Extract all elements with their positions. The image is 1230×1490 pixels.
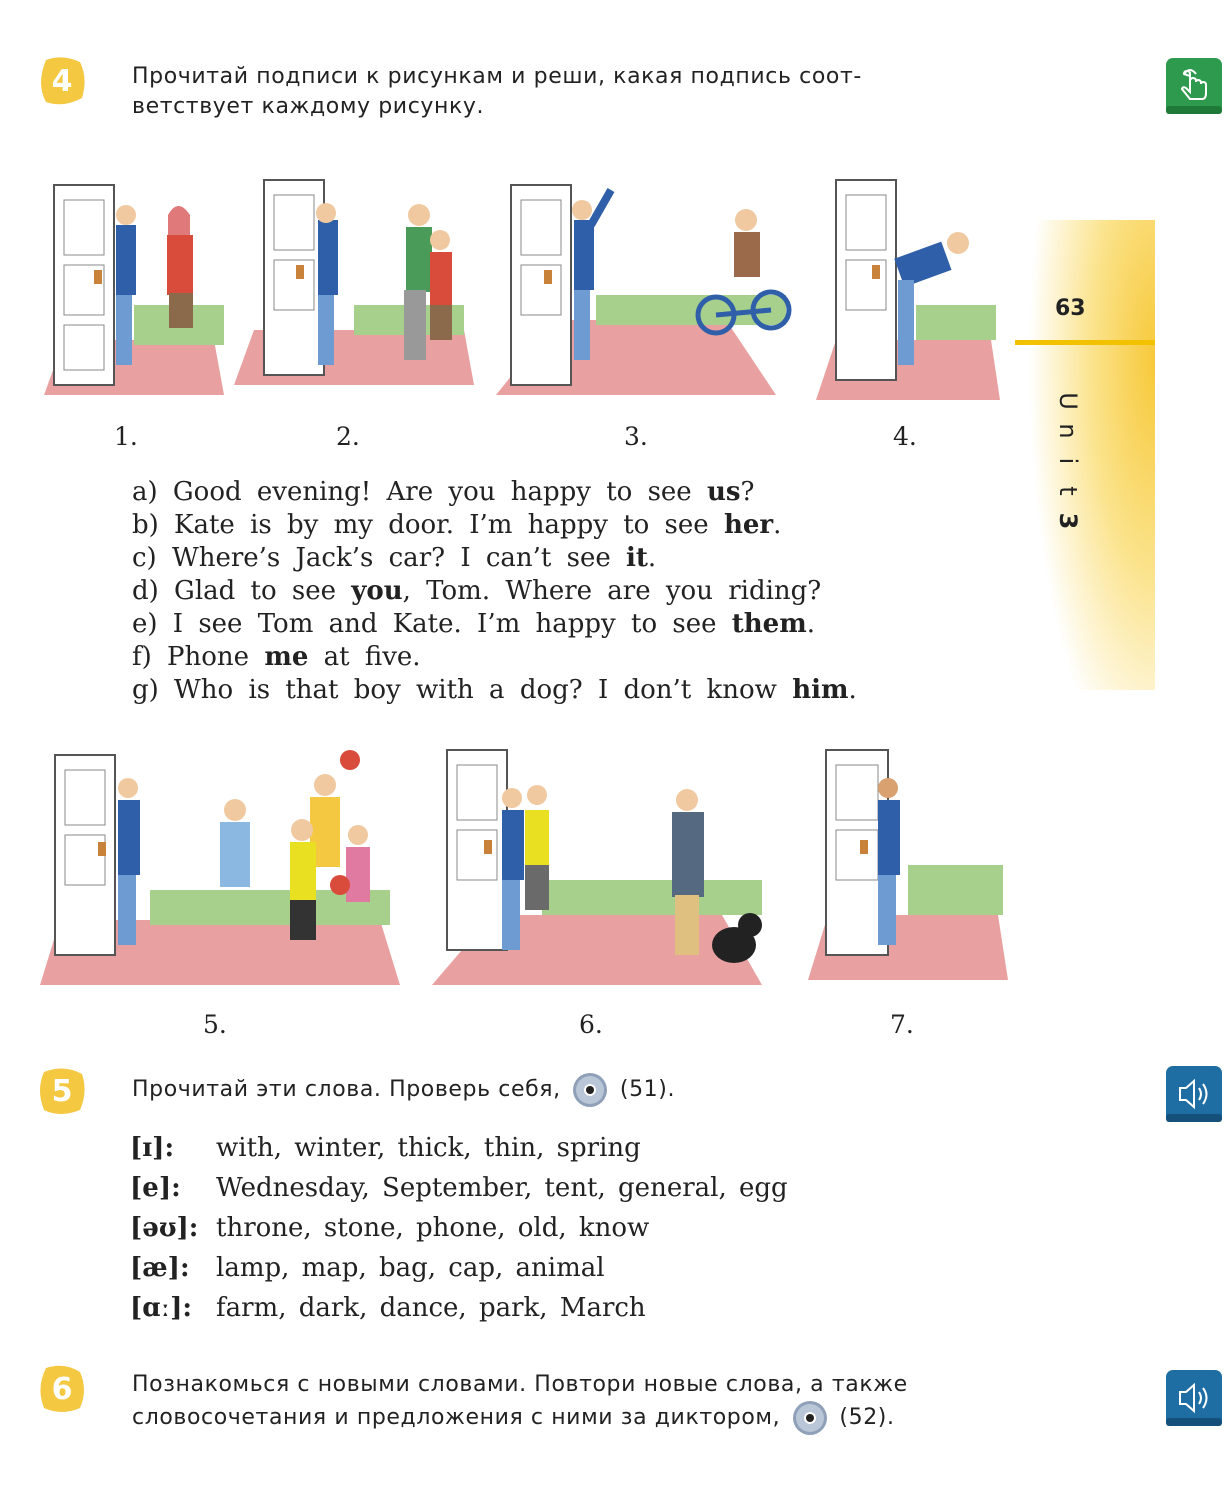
picture-number-2: 2. bbox=[336, 422, 360, 451]
speaker-icon bbox=[1166, 1370, 1222, 1426]
cd-disc-icon[interactable] bbox=[572, 1072, 608, 1108]
page-number: 63 bbox=[1055, 296, 1086, 321]
picture-number-6: 6. bbox=[579, 1010, 603, 1039]
phonetic-row: [æ]: lamp, map, bag, cap, animal bbox=[130, 1253, 605, 1283]
caption-list bbox=[132, 476, 857, 707]
phonetic-row: [əʊ]: throne, stone, phone, old, know bbox=[130, 1213, 650, 1243]
audio-button-ex5[interactable] bbox=[1166, 1066, 1222, 1122]
picture-number-1: 1. bbox=[114, 422, 138, 451]
caption-d: d) Glad to see you, Tom. Where are you riding? bbox=[132, 576, 822, 606]
caption-a: a) Good evening! Are you happy to see us? bbox=[132, 477, 755, 507]
phonetic-row: [ɑː]: farm, dark, dance, park, March bbox=[130, 1293, 646, 1323]
touch-hand-icon bbox=[1166, 58, 1222, 114]
picture-2 bbox=[234, 165, 474, 405]
picture-number-4: 4. bbox=[893, 422, 917, 451]
audio-button-ex6[interactable] bbox=[1166, 1370, 1222, 1426]
picture-4 bbox=[816, 165, 1000, 405]
exercise-6-instruction: Познакомься с новыми словами. Повтори новые слова, а также словосочетания и предложения с ними за диктором, (52). bbox=[132, 1370, 908, 1436]
exercise-5-badge: 5 bbox=[36, 1066, 88, 1118]
caption-g: g) Who is that boy with a dog? I don’t know him. bbox=[132, 675, 857, 705]
phonetic-word-list bbox=[130, 1128, 788, 1328]
phonetic-row: [e]: Wednesday, September, tent, general, egg bbox=[130, 1173, 788, 1203]
exercise-4-instruction: Прочитай подписи к рисункам и реши, какая подпись соот- ветствует каждому рисунку. bbox=[132, 64, 862, 119]
picture-6 bbox=[432, 740, 772, 990]
picture-number-3: 3. bbox=[624, 422, 648, 451]
picture-number-5: 5. bbox=[203, 1010, 227, 1039]
caption-f: f) Phone me at five. bbox=[132, 642, 421, 672]
caption-c: c) Where’s Jack’s car? I can’t see it. bbox=[132, 543, 657, 573]
touch-hand-button[interactable] bbox=[1166, 58, 1222, 114]
caption-e: e) I see Tom and Kate. I’m happy to see them. bbox=[132, 609, 815, 639]
picture-1 bbox=[44, 165, 224, 405]
unit-side-tab bbox=[1015, 220, 1155, 690]
caption-b: b) Kate is by my door. I’m happy to see her. bbox=[132, 510, 782, 540]
phonetic-row: [ɪ]: with, winter, thick, thin, spring bbox=[130, 1133, 641, 1163]
exercise-5-instruction: Прочитай эти слова. Проверь себя, (51). bbox=[132, 1072, 675, 1108]
speaker-icon bbox=[1166, 1066, 1222, 1122]
picture-5 bbox=[40, 740, 400, 990]
exercise-6-badge: 6 bbox=[36, 1364, 88, 1416]
unit-label: U n i t 3 bbox=[1054, 392, 1082, 530]
exercise-4-badge: 4 bbox=[36, 56, 88, 108]
picture-3 bbox=[496, 160, 796, 405]
picture-7 bbox=[808, 740, 1008, 990]
cd-disc-icon[interactable] bbox=[792, 1400, 828, 1436]
picture-number-7: 7. bbox=[890, 1010, 914, 1039]
